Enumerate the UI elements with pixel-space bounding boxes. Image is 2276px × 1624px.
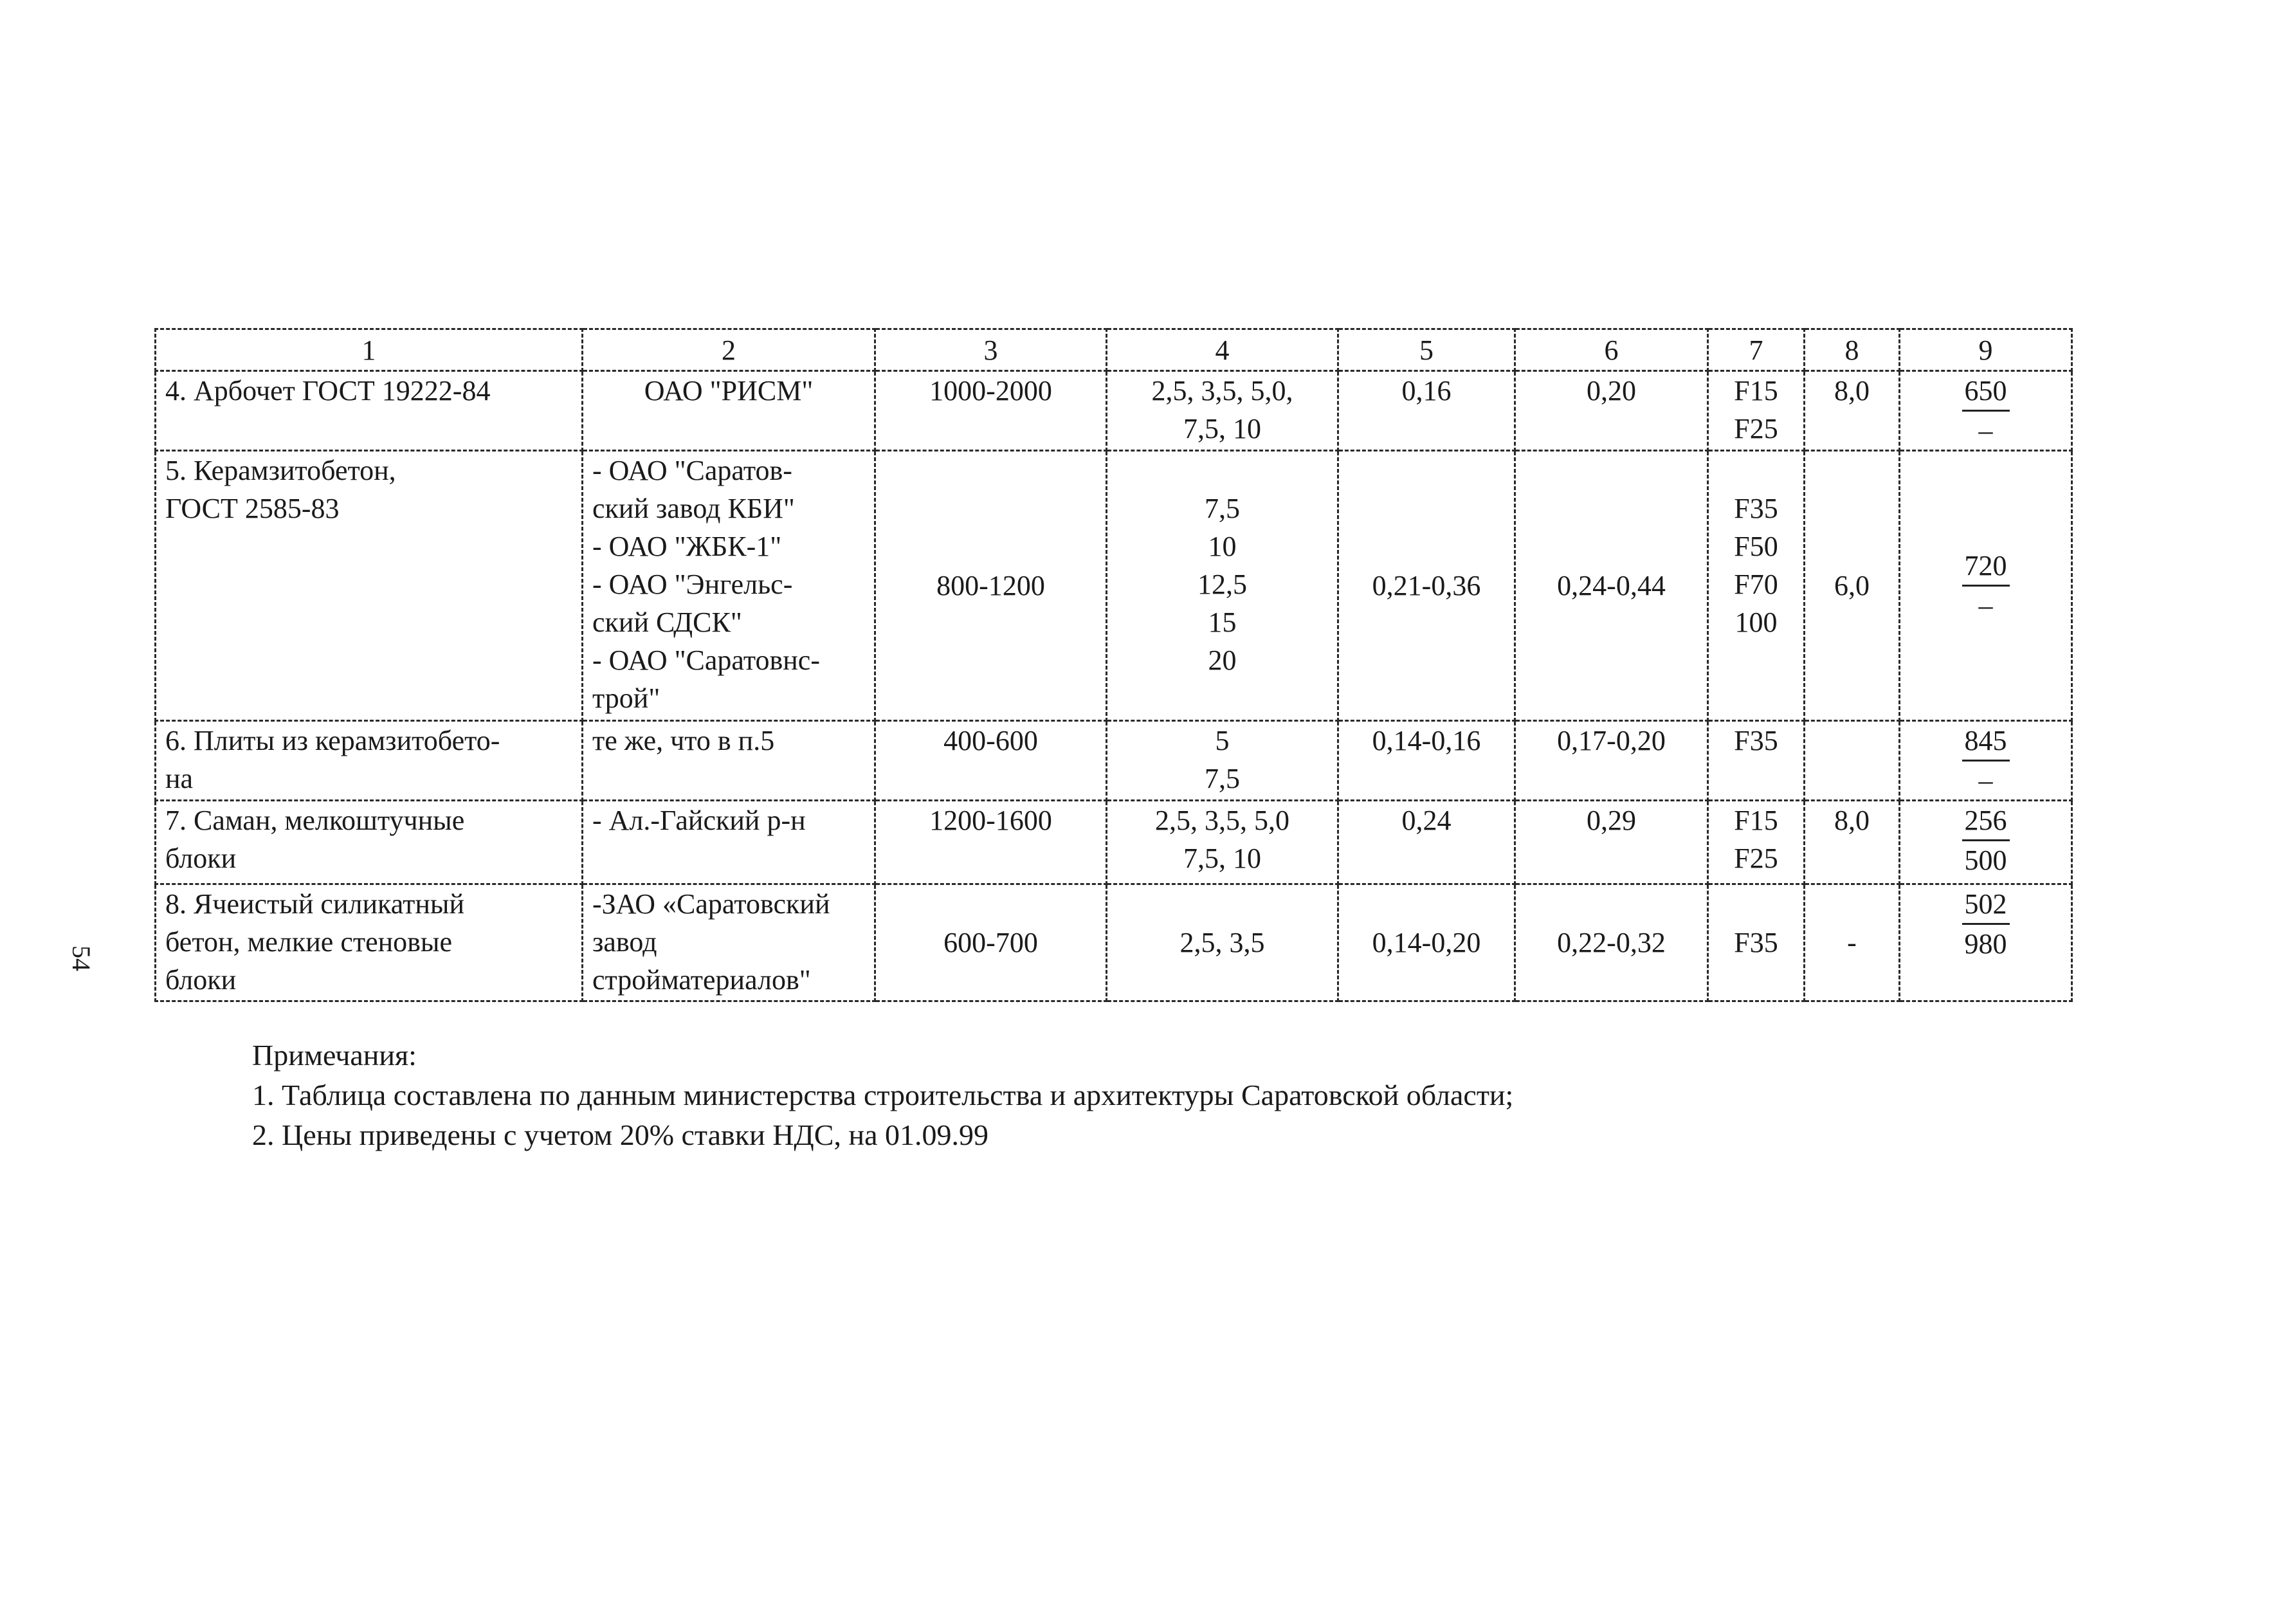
density: 1000-2000 xyxy=(875,371,1107,451)
material-name: 8. Ячеистый силикатный бетон, мелкие стеновые блоки xyxy=(156,884,583,1001)
density: 1200-1600 xyxy=(875,801,1107,884)
frost-resistance: F15 F25 xyxy=(1708,801,1805,884)
price-fraction: $\frac{256}{500}$ xyxy=(1962,801,2010,879)
strength: 2,5, 3,5 xyxy=(1107,884,1338,1001)
page-number: 54 xyxy=(67,945,96,971)
value-8: - xyxy=(1805,884,1900,1001)
table-row xyxy=(156,371,2072,451)
price-fraction: $\frac{845}{-}$ xyxy=(1962,722,2010,799)
column-header: 7 xyxy=(1708,329,1805,371)
column-header: 3 xyxy=(875,329,1107,371)
manufacturer: - ОАО "Саратов- ский завод КБИ" - ОАО "ЖБК-1" - ОАО "Энгельс- ский СДСК" - ОАО "Саратовнс- трой" xyxy=(583,451,875,721)
conductivity-operational: 0,17-0,20 xyxy=(1515,721,1708,801)
material-name: 7. Саман, мелкоштучные блоки xyxy=(156,801,583,884)
conductivity-dry: 0,21-0,36 xyxy=(1338,451,1515,721)
conductivity-dry: 0,14-0,16 xyxy=(1338,721,1515,801)
price xyxy=(1900,721,2072,801)
value-8: 8,0 xyxy=(1805,801,1900,884)
header-row xyxy=(156,329,2072,371)
conductivity-operational: 0,20 xyxy=(1515,371,1708,451)
price xyxy=(1900,884,2072,1001)
material-name: 5. Керамзитобетон, ГОСТ 2585-83 xyxy=(156,451,583,721)
table-row xyxy=(156,884,2072,1001)
conductivity-operational: 0,24-0,44 xyxy=(1515,451,1708,721)
density: 600-700 xyxy=(875,884,1107,1001)
column-header: 9 xyxy=(1900,329,2072,371)
materials-table xyxy=(154,328,2073,1002)
column-header: 2 xyxy=(583,329,875,371)
manufacturer: - Ал.-Гайский р-н xyxy=(583,801,875,884)
table-row xyxy=(156,721,2072,801)
material-name: 4. Арбочет ГОСТ 19222-84 xyxy=(156,371,583,451)
notes-heading: Примечания: xyxy=(252,1039,417,1072)
price xyxy=(1900,801,2072,884)
price-fraction: $\frac{650}{-}$ xyxy=(1962,372,2010,450)
column-header: 6 xyxy=(1515,329,1708,371)
table-row xyxy=(156,801,2072,884)
price-fraction: $\frac{720}{-}$ xyxy=(1962,547,2010,625)
price xyxy=(1900,451,2072,721)
value-8: 8,0 xyxy=(1805,371,1900,451)
manufacturer: -ЗАО «Саратовский завод стройматериалов" xyxy=(583,884,875,1001)
frost-resistance: F35 F50 F70 100 xyxy=(1708,451,1805,721)
material-name: 6. Плиты из керамзитобето- на xyxy=(156,721,583,801)
table-row xyxy=(156,451,2072,721)
note-item: 2. Цены приведены с учетом 20% ставки НДС, на 01.09.99 xyxy=(252,1118,989,1151)
frost-resistance: F15 F25 xyxy=(1708,371,1805,451)
density: 400-600 xyxy=(875,721,1107,801)
conductivity-dry: 0,14-0,20 xyxy=(1338,884,1515,1001)
strength: 5 7,5 xyxy=(1107,721,1338,801)
price xyxy=(1900,371,2072,451)
column-header: 1 xyxy=(156,329,583,371)
density: 800-1200 xyxy=(875,451,1107,721)
column-header: 4 xyxy=(1107,329,1338,371)
price-fraction: $\frac{502}{980}$ xyxy=(1962,885,2010,963)
value-8 xyxy=(1805,721,1900,801)
conductivity-dry: 0,16 xyxy=(1338,371,1515,451)
conductivity-operational: 0,29 xyxy=(1515,801,1708,884)
notes-section xyxy=(252,1036,2053,1155)
strength: 2,5, 3,5, 5,0, 7,5, 10 xyxy=(1107,371,1338,451)
manufacturer: те же, что в п.5 xyxy=(583,721,875,801)
conductivity-operational: 0,22-0,32 xyxy=(1515,884,1708,1001)
frost-resistance: F35 xyxy=(1708,721,1805,801)
strength: 7,5 10 12,5 15 20 xyxy=(1107,451,1338,721)
column-header: 5 xyxy=(1338,329,1515,371)
value-8: 6,0 xyxy=(1805,451,1900,721)
conductivity-dry: 0,24 xyxy=(1338,801,1515,884)
column-header: 8 xyxy=(1805,329,1900,371)
manufacturer: ОАО "РИСМ" xyxy=(583,371,875,451)
strength: 2,5, 3,5, 5,0 7,5, 10 xyxy=(1107,801,1338,884)
frost-resistance: F35 xyxy=(1708,884,1805,1001)
note-item: 1. Таблица составлена по данным министерства строительства и архитектуры Саратовской области; xyxy=(252,1079,1514,1111)
